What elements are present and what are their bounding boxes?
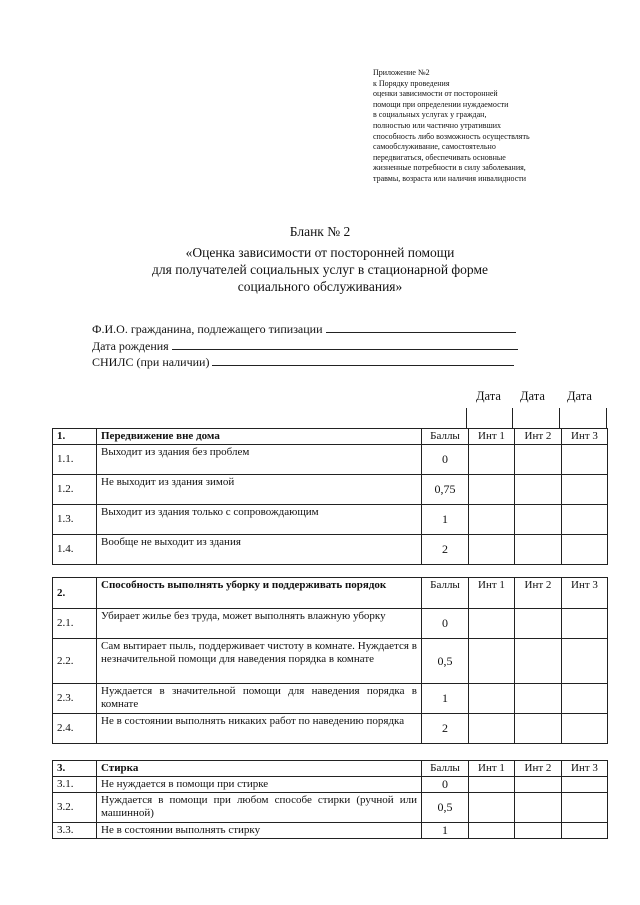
item-text: Нуждается в помощи при любом способе стирки (ручной или машинной) bbox=[97, 793, 422, 823]
int1-header: Инт 1 bbox=[469, 761, 515, 777]
item-text: Не выходит из здания зимой bbox=[97, 475, 422, 505]
int3-cell[interactable] bbox=[562, 684, 608, 714]
score-header: Баллы bbox=[422, 429, 469, 445]
int3-header: Инт 3 bbox=[562, 429, 608, 445]
table-row bbox=[53, 445, 608, 475]
birth-input-line[interactable] bbox=[172, 338, 518, 350]
appendix-line: Приложение №2 bbox=[373, 68, 430, 77]
int1-cell[interactable] bbox=[469, 475, 515, 505]
table-row bbox=[53, 475, 608, 505]
form-title-line: социального обслуживания» bbox=[237, 279, 403, 294]
section-number: 2. bbox=[53, 578, 97, 609]
appendix-line: передвигаться, обеспечивать основные bbox=[373, 152, 506, 162]
section-2-table bbox=[52, 577, 608, 744]
citizen-fields bbox=[92, 321, 518, 371]
section-header-row bbox=[53, 429, 608, 445]
int2-cell[interactable] bbox=[515, 639, 562, 684]
item-text: Сам вытирает пыль, поддерживает чистоту в комнате. Нуждается в незначительной помощи для наведения порядка в комнате bbox=[97, 639, 422, 684]
form-title bbox=[0, 244, 640, 295]
snils-label: СНИЛС (при наличии) bbox=[92, 355, 210, 369]
int2-header: Инт 2 bbox=[515, 578, 562, 609]
item-text: Вообще не выходит из здания bbox=[97, 535, 422, 565]
date-divider bbox=[559, 408, 560, 428]
int1-cell[interactable] bbox=[469, 684, 515, 714]
int3-header: Инт 3 bbox=[562, 761, 608, 777]
item-score: 0 bbox=[422, 445, 469, 475]
int3-cell[interactable] bbox=[562, 777, 608, 793]
section-header-row bbox=[53, 578, 608, 609]
section-3-table bbox=[52, 760, 608, 839]
snils-input-line[interactable] bbox=[212, 354, 514, 366]
int1-cell[interactable] bbox=[469, 823, 515, 839]
appendix-line: способность либо возможность осуществлять bbox=[373, 131, 530, 141]
item-text: Выходит из здания без проблем bbox=[97, 445, 422, 475]
appendix-line: самообслуживание, самостоятельно bbox=[373, 142, 496, 152]
int3-cell[interactable] bbox=[562, 609, 608, 639]
fio-label: Ф.И.О. гражданина, подлежащего типизации bbox=[92, 322, 323, 336]
item-text: Нуждается в значительной помощи для наведения порядка в комнате bbox=[97, 684, 422, 714]
table-row bbox=[53, 793, 608, 823]
item-score: 0,5 bbox=[422, 793, 469, 823]
item-text: Выходит из здания только с сопровождающим bbox=[97, 505, 422, 535]
item-number: 1.2. bbox=[53, 475, 97, 505]
int1-cell[interactable] bbox=[469, 714, 515, 744]
appendix-line: травмы, возраста или наличия инвалидности bbox=[373, 173, 527, 183]
section-title: Стирка bbox=[97, 761, 422, 777]
table-row bbox=[53, 823, 608, 839]
form-title-line: «Оценка зависимости от посторонней помощи bbox=[185, 245, 455, 260]
item-number: 3.3. bbox=[53, 823, 97, 839]
item-score: 1 bbox=[422, 505, 469, 535]
birth-label: Дата рождения bbox=[92, 338, 169, 353]
date-divider bbox=[466, 408, 467, 428]
item-text: Убирает жилье без труда, может выполнять влажную уборку bbox=[97, 609, 422, 639]
int2-cell[interactable] bbox=[515, 505, 562, 535]
item-number: 3.2. bbox=[53, 793, 97, 823]
appendix-line: полностью или частично утративших bbox=[373, 120, 502, 130]
int3-cell[interactable] bbox=[562, 535, 608, 565]
item-score: 0,75 bbox=[422, 475, 469, 505]
item-number: 1.4. bbox=[53, 535, 97, 565]
fio-row bbox=[92, 321, 518, 338]
item-number: 3.1. bbox=[53, 777, 97, 793]
section-title: Способность выполнять уборку и поддерживать порядок bbox=[97, 578, 422, 609]
int3-cell[interactable] bbox=[562, 445, 608, 475]
int2-header: Инт 2 bbox=[515, 761, 562, 777]
int3-cell[interactable] bbox=[562, 505, 608, 535]
item-text: Не в состоянии выполнять стирку bbox=[97, 823, 422, 839]
date-divider bbox=[512, 408, 513, 428]
table-row bbox=[53, 535, 608, 565]
item-text: Не нуждается в помощи при стирке bbox=[97, 777, 422, 793]
table-row bbox=[53, 505, 608, 535]
int2-cell[interactable] bbox=[515, 684, 562, 714]
section-header-row bbox=[53, 761, 608, 777]
section-title: Передвижение вне дома bbox=[97, 429, 422, 445]
int2-cell[interactable] bbox=[515, 445, 562, 475]
int1-cell[interactable] bbox=[469, 609, 515, 639]
table-row bbox=[53, 639, 608, 684]
int2-cell[interactable] bbox=[515, 609, 562, 639]
score-header: Баллы bbox=[422, 578, 469, 609]
int1-cell[interactable] bbox=[469, 639, 515, 684]
item-number: 2.3. bbox=[53, 684, 97, 714]
date-divider bbox=[606, 408, 607, 428]
int2-cell[interactable] bbox=[515, 793, 562, 823]
int3-header: Инт 3 bbox=[562, 578, 608, 609]
snils-row bbox=[92, 354, 518, 371]
table-row bbox=[53, 609, 608, 639]
score-header: Баллы bbox=[422, 761, 469, 777]
table-row bbox=[53, 714, 608, 744]
int3-cell[interactable] bbox=[562, 823, 608, 839]
item-score: 0,5 bbox=[422, 639, 469, 684]
item-score: 1 bbox=[422, 823, 469, 839]
int1-cell[interactable] bbox=[469, 535, 515, 565]
item-score: 1 bbox=[422, 684, 469, 714]
item-score: 0 bbox=[422, 777, 469, 793]
form-title-line: для получателей социальных услуг в стационарной форме bbox=[152, 262, 488, 277]
appendix-line: жизненные потребности в силу заболевания, bbox=[373, 163, 526, 173]
section-number: 3. bbox=[53, 761, 97, 777]
table-row bbox=[53, 684, 608, 714]
item-score: 2 bbox=[422, 714, 469, 744]
int1-cell[interactable] bbox=[469, 777, 515, 793]
form-number: Бланк № 2 bbox=[289, 224, 351, 239]
int1-cell[interactable] bbox=[469, 445, 515, 475]
birth-row bbox=[92, 338, 518, 355]
item-number: 1.1. bbox=[53, 445, 97, 475]
int2-cell[interactable] bbox=[515, 535, 562, 565]
item-number: 2.1. bbox=[53, 609, 97, 639]
item-number: 2.2. bbox=[53, 639, 97, 684]
int3-cell[interactable] bbox=[562, 793, 608, 823]
date-label-3: Дата bbox=[567, 389, 592, 403]
int1-cell[interactable] bbox=[469, 793, 515, 823]
int2-cell[interactable] bbox=[515, 714, 562, 744]
appendix-line: помощи при определении нуждаемости bbox=[373, 99, 509, 109]
section-number: 1. bbox=[53, 429, 97, 445]
table-row bbox=[53, 777, 608, 793]
int3-cell[interactable] bbox=[562, 714, 608, 744]
int3-cell[interactable] bbox=[562, 639, 608, 684]
date-label-1: Дата bbox=[476, 389, 501, 403]
section-1-table bbox=[52, 428, 608, 565]
int2-cell[interactable] bbox=[515, 475, 562, 505]
item-number: 1.3. bbox=[53, 505, 97, 535]
item-score: 2 bbox=[422, 535, 469, 565]
int3-cell[interactable] bbox=[562, 475, 608, 505]
int2-cell[interactable] bbox=[515, 823, 562, 839]
int1-cell[interactable] bbox=[469, 505, 515, 535]
fio-input-line[interactable] bbox=[326, 321, 516, 333]
int1-header: Инт 1 bbox=[469, 429, 515, 445]
int2-cell[interactable] bbox=[515, 777, 562, 793]
item-score: 0 bbox=[422, 609, 469, 639]
date-label-2: Дата bbox=[520, 389, 545, 403]
item-text: Не в состоянии выполнять никаких работ по наведению порядка bbox=[97, 714, 422, 744]
int1-header: Инт 1 bbox=[469, 578, 515, 609]
appendix-note bbox=[373, 68, 573, 185]
int2-header: Инт 2 bbox=[515, 429, 562, 445]
appendix-line: оценки зависимости от посторонней bbox=[373, 89, 498, 99]
item-number: 2.4. bbox=[53, 714, 97, 744]
appendix-line: к Порядку проведения bbox=[373, 78, 450, 88]
appendix-line: в социальных услугах у граждан, bbox=[373, 110, 487, 120]
